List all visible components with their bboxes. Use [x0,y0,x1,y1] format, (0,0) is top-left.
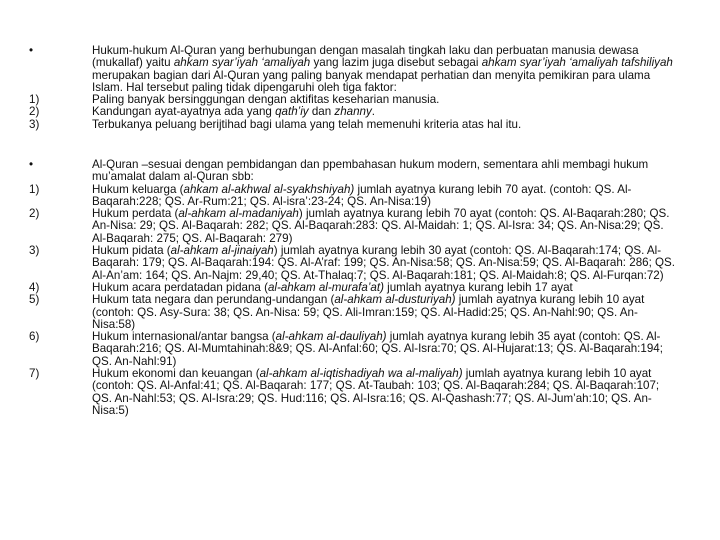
text-run: ) jumlah ayatnya kurang lebih 70 ayat (contoh: QS. Al-Baqarah:280; QS. An-Nisa: 29; QS. Al-Baqarah: 282; QS. Al-Baqarah:283: QS. Al-Maidah: 1; QS. Al-Isra: 34; QS. An-Nisa:29; QS. Al-Baqarah: 275; QS. Al-Baqarah: 279) [92,207,670,245]
intro-text [92,45,678,94]
text-run: Terbukanya peluang berijtihad bagi ulama yang telah memenuhi kriteria atas hal itu. [92,117,522,131]
italic-term: qath’iy [275,105,309,119]
text-run: jumlah ayatnya kurang lebih 35 ayat (contoh: QS. Al-Baqarah:216; QS. Al-Mumtahinah:8&9; QS. Al-Anfal:60; QS. Al-Isra:70; QS. Al-Hujarat:13; QS. Al-Baqarah:194; QS. An-Nahl:91) [92,330,663,368]
numbered-item [0,184,720,209]
italic-term: al-ahkam al-dauliyah) [275,330,387,344]
numbered-item [0,119,720,131]
item-number: 2) [29,207,40,221]
bullet-marker: • [29,158,34,171]
italic-term: al-ahkam al-dusturiyah) [334,293,456,307]
item-number: 1) [29,182,40,196]
item-text [92,208,678,245]
text-run: jumlah ayatnya kurang lebih 10 ayat (contoh: QS. Al-Anfal:41; QS. Al-Baqarah: 177; QS. At-Taubah: 103; QS. Al-Baqarah:284; QS. Al-Baqarah:107; QS. An-Nahl:53; QS. Al-Isra:29; QS. Hud:116; QS. Al-Isra:16; QS. Al-Qashash:77; QS. Al-Jum’ah:10; QS. An-Nisa:5) [92,367,660,417]
numbered-item [0,368,720,417]
italic-term: al-ahkam al-madaniyah [178,207,299,221]
item-number: 7) [29,367,40,381]
item-text [92,331,678,368]
italic-term: ahkam al-akhwal al-syakhshiyah) [183,182,355,196]
italic-term: al-ahkam al-iqtishadiyah wa al-maliyah) [259,367,463,381]
italic-term: zhanny [334,105,372,119]
text-run: jumlah ayatnya kurang lebih 70 ayat. (contoh: QS. Al-Baqarah:228; QS. Ar-Rum:21; QS. Al-isra’:23-24; QS. An-Nisa:19) [92,182,632,208]
intro-text [92,159,678,184]
item-number: 1) [29,93,40,107]
section-quran-law-factors [0,45,720,131]
text-run: yang lazim juga disebut sebagai [310,56,482,70]
text-run: dan [308,105,335,119]
text-run: jumlah ayatnya kurang lebih 10 ayat (contoh: QS. Asy-Sura: 38; QS. An-Nisa: 59; QS. Ali-Imran:159; QS. Al-Hadid:25; QS. An-Nahl:90; QS. An-Nisa:58) [92,293,645,331]
item-text [92,294,678,331]
intro-paragraph [0,45,720,94]
item-number: 4) [29,280,40,294]
italic-term: ahkam syar’iyah ‘amaliyah [173,56,311,70]
text-run: Hukum tata negara dan perundang-undangan ( [92,293,335,307]
text-run: Kandungan ayat-ayatnya ada yang [92,105,276,119]
italic-term: al-ahkam al-murafa’at) [267,280,384,294]
text-run: Hukum keluarga ( [92,182,184,196]
item-text [92,119,678,131]
text-run: jumlah ayatnya kurang lebih 17 ayat [383,280,573,294]
text-run: Hukum ekonomi dan keuangan ( [92,367,260,381]
intro-paragraph [0,159,720,184]
numbered-item [0,331,720,368]
text-run: Hukum internasional/antar bangsa ( [92,330,276,344]
italic-term: ahkam syar’iyah ‘amaliyah tafshiliyah [481,56,673,70]
text-run: ) jumlah ayatnya kurang lebih 30 ayat (contoh: QS. Al-Baqarah:174; QS. Al-Baqarah: 179; QS. Al-Baqarah:194: QS. Al-A’raf: 199; QS. An-Nisa:58; QS. An-Nisa:59; QS. Al-Baqarah: 286; QS. Al-An’am: 164; QS. An-Najm: 29,40; QS. At-Thalaq:7; QS. Al-Baqarah:181; QS. Al-Maidah:8; QS. Al-Furqan:72) [92,244,676,282]
item-number: 3) [29,117,40,131]
section-muamalat-law-categories [0,159,720,417]
item-number: 3) [29,244,40,258]
item-number: 6) [29,330,40,344]
text-run: Paling banyak bersinggungan dengan aktifitas keseharian manusia. [92,93,440,107]
numbered-item [0,294,720,331]
item-number: 5) [29,293,40,307]
bullet-marker: • [29,44,34,57]
text-run: Hukum perdata ( [92,207,179,221]
text-run: Al-Quran –sesuai dengan pembidangan dan ppembahasan hukum modern, sementara ahli membagi hukum mu’amalat dalam al-Quran sbb: [92,158,649,184]
text-run: . [371,105,376,119]
numbered-item [0,208,720,245]
italic-term: al-ahkam al-jinaiyah [170,244,274,258]
text-run: Hukum acara perdatadan pidana ( [92,280,268,294]
numbered-item [0,245,720,282]
text-run: merupakan bagian dari Al-Quran yang paling banyak mendapat perhatian dan menyita pemikiran para ulama Islam. Hal tersebut paling tidak dipengaruhi oleh tiga faktor: [92,68,651,94]
item-number: 2) [29,105,40,119]
item-text [92,368,678,417]
item-text [92,184,678,209]
text-run: Hukum pidata ( [92,244,171,258]
text-run: Hukum-hukum Al-Quran yang berhubungan dengan masalah tingkah laku dan perbuatan manusia dewasa (mukallaf) yaitu [92,44,639,70]
item-text [92,245,678,282]
